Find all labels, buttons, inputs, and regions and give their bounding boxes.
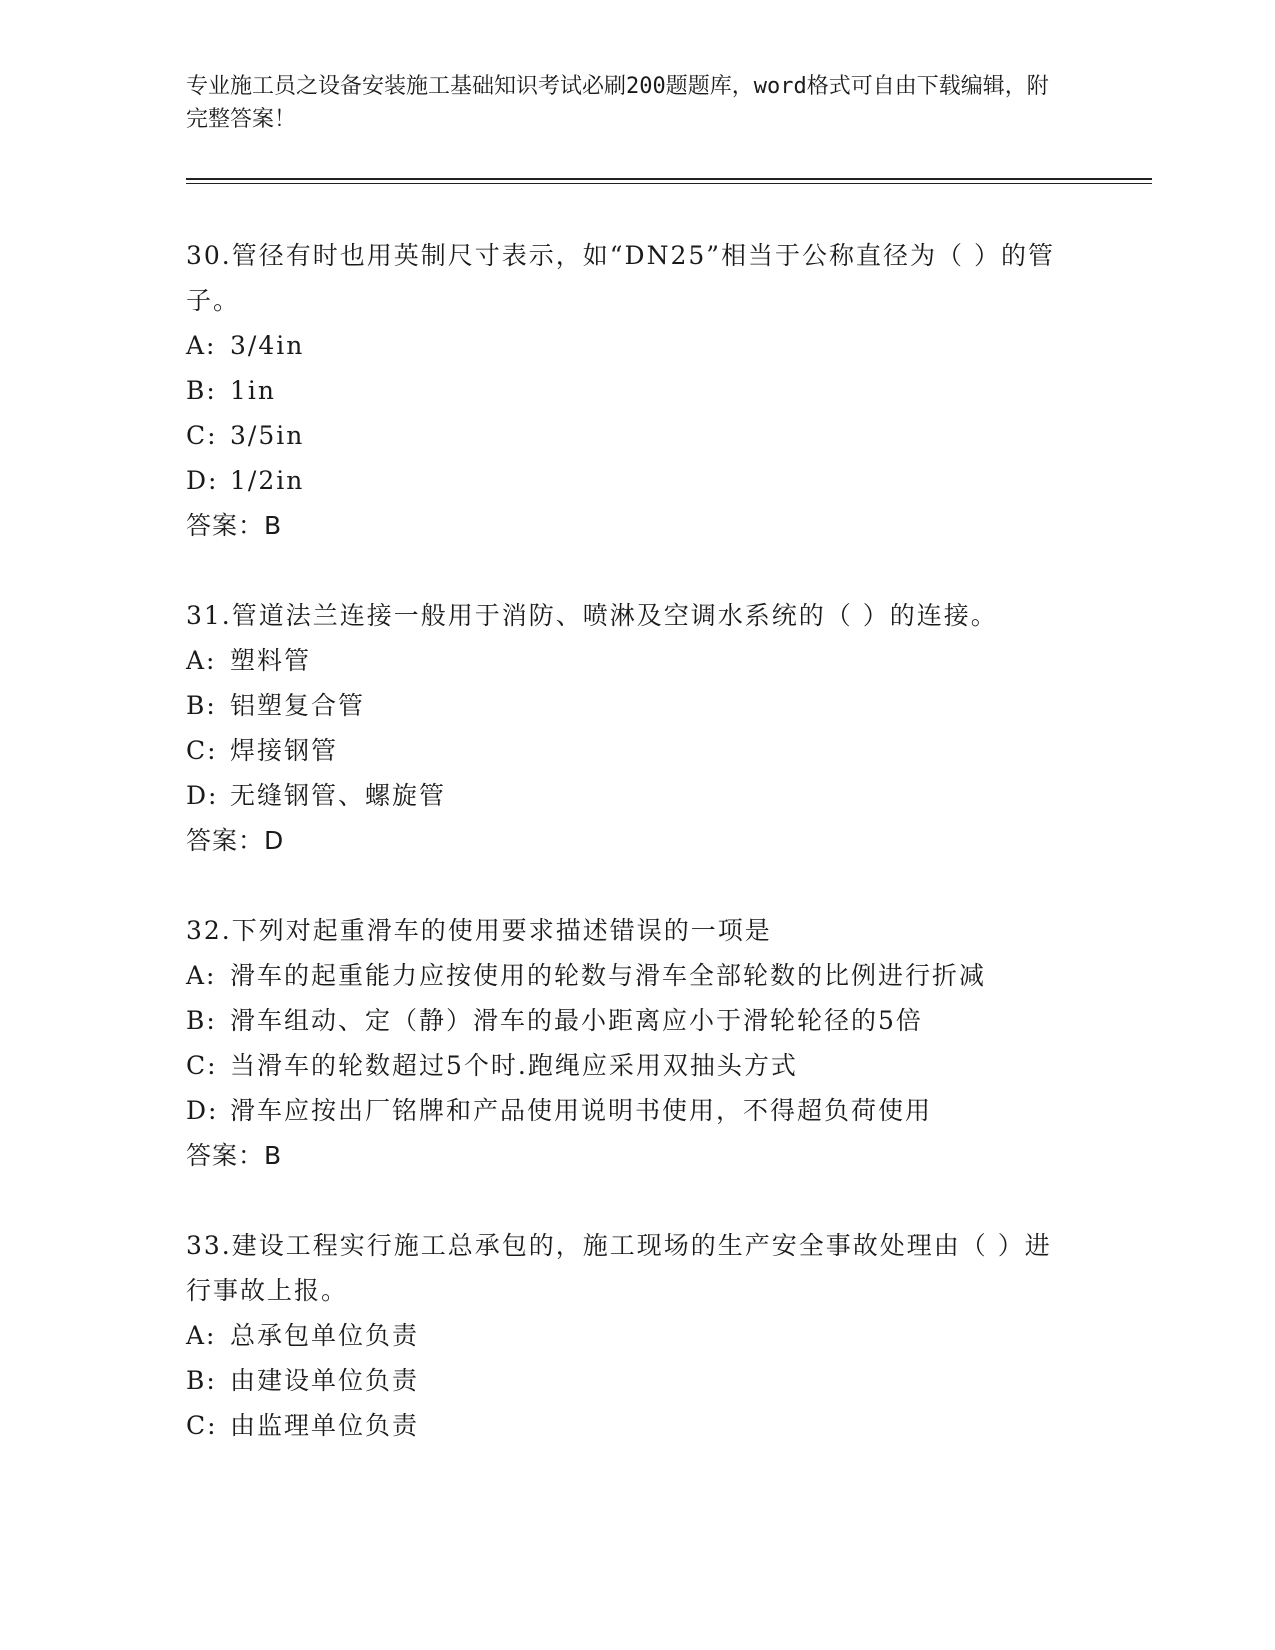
option-d (186, 458, 1066, 503)
option-label: C: (186, 1411, 218, 1440)
option-b (186, 998, 1066, 1043)
answer: 答案：B (186, 1141, 283, 1170)
option-label: A: (186, 331, 217, 360)
question-32 (186, 908, 1066, 1178)
option-text: 总承包单位负责 (230, 1321, 420, 1350)
option-b (186, 683, 1066, 728)
option-label: B: (186, 1006, 217, 1035)
option-c (186, 1403, 1066, 1448)
option-text: 无缝钢管、螺旋管 (230, 781, 447, 810)
option-label: B: (186, 1366, 217, 1395)
option-d (186, 1088, 1066, 1133)
option-label: A: (186, 1321, 217, 1350)
document-header: 专业施工员之设备安装施工基础知识考试必刷200题题库，word格式可自由下载编辑，附完整答案！ (186, 74, 1049, 132)
option-label: C: (186, 1051, 218, 1080)
option-text: 由建设单位负责 (230, 1366, 420, 1395)
option-b (186, 1358, 1066, 1403)
option-text: 铝塑复合管 (230, 691, 366, 720)
option-text: 塑料管 (230, 646, 312, 675)
question-33 (186, 1223, 1066, 1448)
option-label: A: (186, 961, 217, 990)
answer: 答案：D (186, 826, 285, 855)
header-divider (186, 178, 1152, 184)
option-a (186, 1313, 1066, 1358)
question-text: 31.管道法兰连接一般用于消防、喷淋及空调水系统的（ ）的连接。 (186, 601, 998, 630)
option-a (186, 323, 1066, 368)
question-text: 32.下列对起重滑车的使用要求描述错误的一项是 (186, 916, 772, 945)
option-text: 滑车的起重能力应按使用的轮数与滑车全部轮数的比例进行折减 (230, 961, 987, 990)
option-label: B: (186, 376, 217, 405)
option-text: 由监理单位负责 (230, 1411, 420, 1440)
option-c (186, 728, 1066, 773)
question-list (186, 233, 1066, 1493)
option-a (186, 638, 1066, 683)
option-text: 滑车应按出厂铭牌和产品使用说明书使用，不得超负荷使用 (230, 1096, 933, 1125)
answer: 答案：B (186, 511, 283, 540)
option-label: D: (186, 466, 219, 495)
option-label: D: (186, 1096, 219, 1125)
option-d (186, 773, 1066, 818)
option-text: 1/2in (230, 466, 305, 495)
option-text: 焊接钢管 (230, 736, 339, 765)
question-text: 30.管径有时也用英制尺寸表示，如“DN25”相当于公称直径为（ ）的管子。 (186, 241, 1055, 315)
option-text: 3/4in (230, 331, 305, 360)
question-text: 33.建设工程实行施工总承包的，施工现场的生产安全事故处理由（ ）进行事故上报。 (186, 1231, 1052, 1305)
option-label: A: (186, 646, 217, 675)
option-text: 滑车组动、定（静）滑车的最小距离应小于滑轮轮径的5倍 (230, 1006, 923, 1035)
option-text: 1in (230, 376, 277, 405)
option-label: B: (186, 691, 217, 720)
option-b (186, 368, 1066, 413)
option-c (186, 413, 1066, 458)
option-label: C: (186, 421, 218, 450)
option-a (186, 953, 1066, 998)
option-text: 当滑车的轮数超过5个时.跑绳应采用双抽头方式 (230, 1051, 798, 1080)
option-label: D: (186, 781, 219, 810)
question-30 (186, 233, 1066, 548)
option-label: C: (186, 736, 218, 765)
option-c (186, 1043, 1066, 1088)
question-31 (186, 593, 1066, 863)
option-text: 3/5in (230, 421, 305, 450)
